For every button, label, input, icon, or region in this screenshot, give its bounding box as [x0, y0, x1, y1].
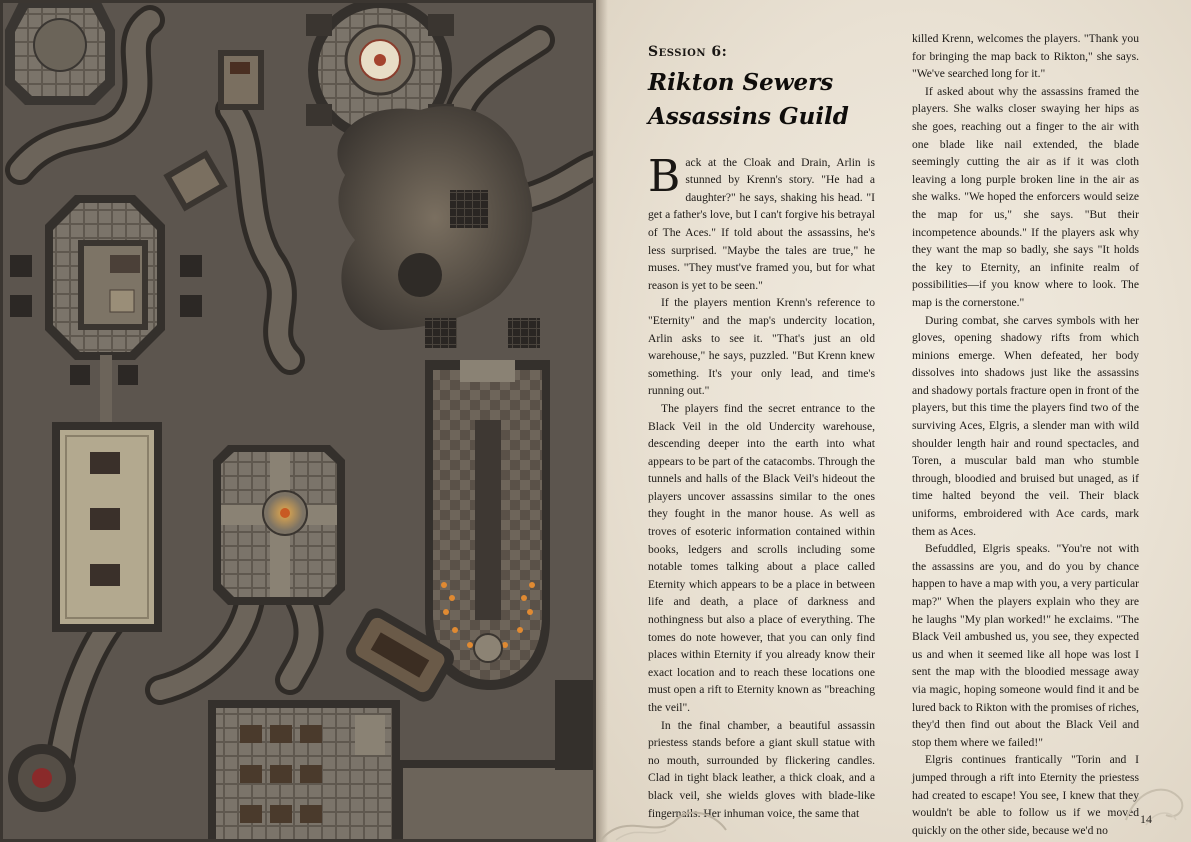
paragraph: Befuddled, Elgris speaks. "You're not with the assassins are you, and do you by chance happen to have a map with you, a very particular map?" When the players explain who they are he laughs "My plan worked!" he exclaims. "The Black Veil ambushed us, you see, they expected us and when it seemed like all hope was lost I sent the map with the bloodied message away via magic, hoping someone would find it and be lured back to Rikton with the promises of riches, they'd then find out about the Black Veil and stop them where we failed!" — [912, 542, 1139, 749]
paragraph: If the players mention Krenn's reference to "Eternity" and the map's undercity location, Arlin asks to see it. "That's just an old warehouse," he says, puzzled. "But Krenn knew something. It's your only lead, and time's running out." — [648, 296, 875, 398]
paragraph — [648, 150, 875, 295]
corner-flourish-icon — [596, 800, 736, 842]
text-page — [596, 0, 1191, 842]
paragraph: In the final chamber, a beautiful assassin priestess stands before a giant skull statue with no mouth, surrounded by flickering candles. Clad in tight black leather, a thick cloak, and a black veil, she wields gloves with blade-like fingernails. Her inhuman voice, the same that — [648, 718, 875, 820]
drop-cap: B — [648, 150, 681, 202]
paragraph: During combat, she carves symbols with her gloves, opening shadowy rifts from which minions emerge. When defeated, her body dissolves into shadows just like the assassins and shadowy portals fracture open in front of the players, but this time the players find two of the surviving Aces, Elgris, a slender man with wild shoulder length hair and round spectacles, and Toren, a muscular bald man who stumble through, bloodied and bruised but unaged, as if time halted beyond the veil. Their black uniforms, embroidered with Ace cards, mark them as Aces. — [912, 313, 1139, 538]
page-title — [648, 66, 875, 134]
title-line-1: Rikton Sewers — [648, 68, 834, 96]
page-number: 14 — [1140, 812, 1152, 826]
paragraph: The players find the secret entrance to the Black Veil in the old Undercity warehouse, descending deeper into the earth into what appears to be part of the catacombs. Through the tunnels and halls of the Black Veil's hideout the players uncover assassins similar to the ones they fought in the manor house. As well as troves of esoteric information contained within books, ledgers and scrolls including some notable tomes talking about a place called Eternity which appears to be a place in between life and death, a place of darkness and nothingness but also a place of everything. The tomes do note however, that you can only find places within Eternity if you already know their exact location and to reach these locations one must open a rift to Eternity known as "breaching the veil". — [648, 401, 875, 714]
title-line-2: Assassins Guild — [648, 102, 849, 130]
paragraph: Elgris continues frantically "Torin and I jumped through a rift into Eternity the priestess had created to escape! You see, I knew that they wouldn't be able to follow us if we moved quickly on the other side, because we'd no — [912, 753, 1139, 837]
session-label: Session 6: — [648, 44, 728, 60]
page-gutter-shadow — [596, 0, 608, 842]
text-column-left — [648, 44, 875, 822]
flourish-icon — [1116, 770, 1191, 830]
paragraph: If asked about why the assassins framed the players. She walks closer swaying her hips as she goes, reaching out a finger to the air with one blade like nail extended, the blade seemingly cutting the air as if it was cloth leaving a long purple broken line in the air as she walks. "We hoped the enforcers would seize the map for us," she says. "But their incompetence abounds." If the players ask why they want the map so badly, she says "It holds the key to Eternity, an infinite realm of possibilities—if you know where to look. The map is the cornerstone." — [912, 84, 1139, 309]
text-column-right — [912, 30, 1139, 839]
paragraph: killed Krenn, welcomes the players. "Thank you for bringing the map back to Rikton," she says. "We've searched long for it." — [912, 32, 1139, 81]
paragraph-text: ack at the Cloak and Drain, Arlin is stunned by Krenn's story. "He had a daughter?" he says, shaking his head. "I get a father's love, but I can't forgive his betrayal of The Aces." If told about the assassins, he's less surprised. "Maybe the tales are true," he muses. "They must've framed you, but for what reason is yet to be seen." — [648, 155, 875, 292]
